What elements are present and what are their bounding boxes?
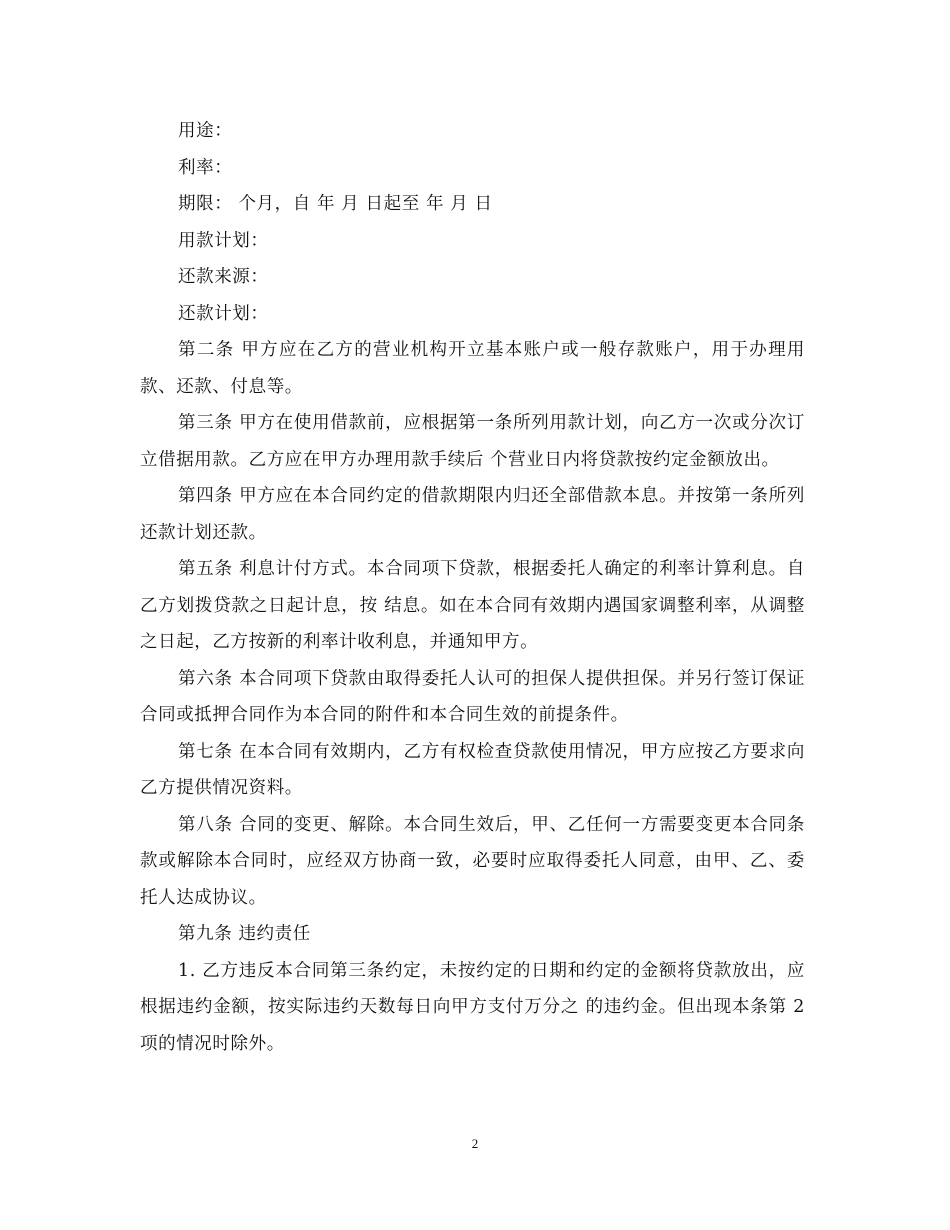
article-6: 第六条 本合同项下贷款由取得委托人认可的担保人提供担保。并另行签订保证合同或抵押合同作为本合同的附件和本合同生效的前提条件。: [140, 668, 805, 725]
article-5: 第五条 利息计付方式。本合同项下贷款，根据委托人确定的利率计算利息。自乙方划拨贷款之日起计息，按 结息。如在本合同有效期内遇国家调整利率，从调整之日起，乙方按新的利率计收利息，并通知甲方。: [140, 559, 805, 652]
contract-body: [140, 113, 805, 1062]
article-7: 第七条 在本合同有效期内，乙方有权检查贷款使用情况，甲方应按乙方要求向乙方提供情况资料。: [140, 741, 805, 798]
field-term: 期限： 个月，自 年 月 日起至 年 月 日: [178, 194, 493, 214]
page-number: 2: [471, 1136, 479, 1151]
field-repayment-plan: 还款计划：: [178, 303, 269, 324]
field-purpose: 用途：: [178, 121, 233, 141]
article-9-heading: 第九条 违约责任: [178, 924, 311, 944]
field-interest-rate: 利率：: [178, 157, 233, 178]
article-9-item-1: 1. 乙方违反本合同第三条约定，未按约定的日期和约定的金额将贷款放出，应根据违约金额，按实际违约天数每日向甲方支付万分之 的违约金。但出现本条第 2 项的情况时除外。: [140, 960, 805, 1054]
field-repayment-source: 还款来源：: [178, 267, 269, 287]
article-8: 第八条 合同的变更、解除。本合同生效后，甲、乙任何一方需要变更本合同条款或解除本合同时，应经双方协商一致，必要时应取得委托人同意，由甲、乙、委托人达成协议。: [140, 814, 805, 908]
article-3: 第三条 甲方在使用借款前，应根据第一条所列用款计划，向乙方一次或分次订立借据用款。乙方应在甲方办理用款手续后 个营业日内将贷款按约定金额放出。: [140, 413, 805, 470]
article-2: 第二条 甲方应在乙方的营业机构开立基本账户或一般存款账户，用于办理用款、还款、付息等。: [140, 340, 805, 397]
field-use-plan: 用款计划：: [178, 230, 269, 251]
article-4: 第四条 甲方应在本合同约定的借款期限内归还全部借款本息。并按第一条所列还款计划还款。: [140, 486, 805, 543]
